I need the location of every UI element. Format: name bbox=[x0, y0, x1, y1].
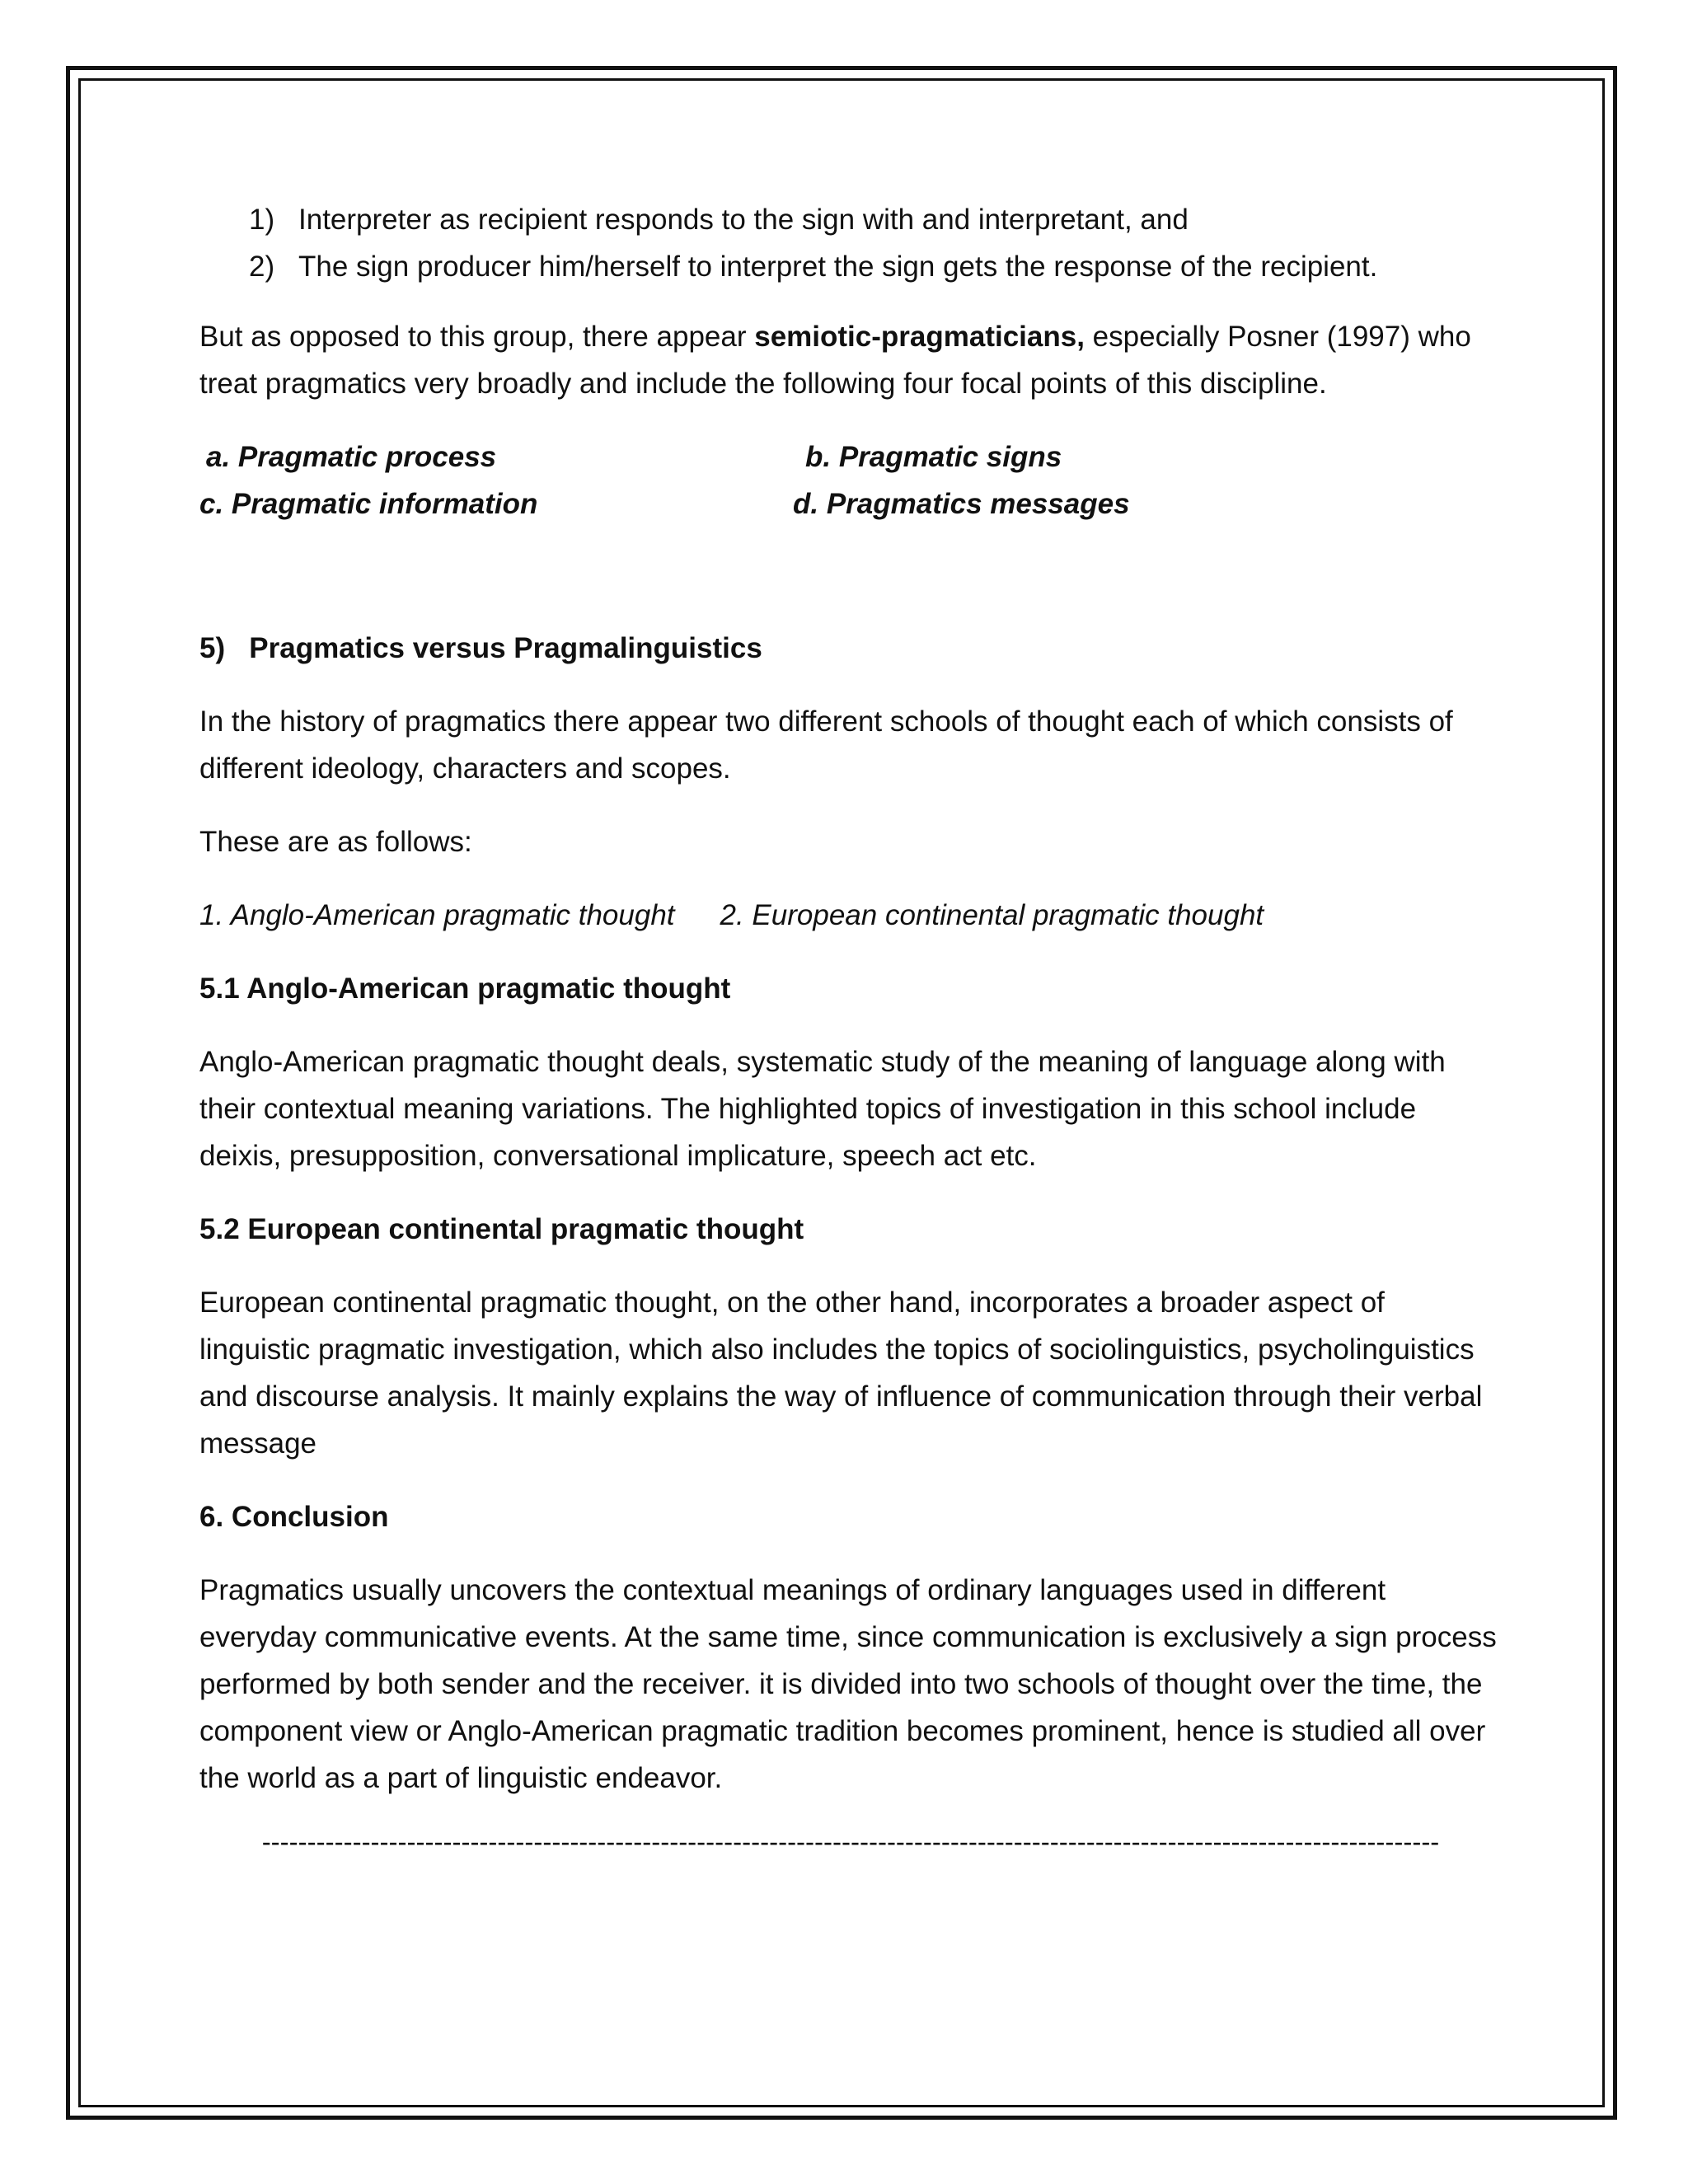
focal-point-c: c. Pragmatic information bbox=[199, 488, 538, 520]
section51-paragraph: Anglo-American pragmatic thought deals, systematic study of the meaning of language along with their contextual meaning variations. The highlighted topics of investigation in this school include deixis, presupposition, conversational implicature, speech act etc. bbox=[199, 1046, 1446, 1172]
numbered-list bbox=[199, 196, 1502, 290]
section-heading-5-1: 5.1 Anglo-American pragmatic thought bbox=[199, 972, 731, 1005]
list-text: Interpreter as recipient responds to the sign with and interpretant, and bbox=[298, 204, 1189, 236]
list-number: 2) bbox=[249, 251, 275, 283]
list-number: 1) bbox=[249, 204, 275, 236]
paragraph-semiotic bbox=[199, 313, 1502, 407]
section5-intro: These are as follows: bbox=[199, 826, 472, 858]
focal-point-b: b. Pragmatic signs bbox=[805, 441, 1062, 473]
focal-point-a: a. Pragmatic process bbox=[206, 441, 497, 473]
end-dashed-rule: ---------------------------------------------------------------------------------------------------------------------------------- bbox=[261, 1826, 1440, 1857]
bold-term: semiotic-pragmaticians, bbox=[754, 321, 1085, 353]
focal-point-d: d. Pragmatics messages bbox=[793, 488, 1130, 520]
section6-paragraph: Pragmatics usually uncovers the contextual meanings of ordinary languages used in different everyday communicative events. At the same time, since communication is exclusively a sign process performed by both sender and the receiver. it is divided into two schools of thought over the time, the component view or Anglo-American pragmatic tradition becomes prominent, hence is studied all over the world as a part of linguistic endeavor. bbox=[199, 1574, 1497, 1794]
section-heading-5-2: 5.2 European continental pragmatic thought bbox=[199, 1213, 804, 1245]
section-heading-6: 6. Conclusion bbox=[199, 1501, 389, 1533]
document-body bbox=[199, 196, 1502, 1865]
section52-paragraph: European continental pragmatic thought, on the other hand, incorporates a broader aspect of linguistic pragmatic investigation, which also includes the topics of sociolinguistics, psycholinguistics and discourse analysis. It mainly explains the way of influence of communication through their verbal message bbox=[199, 1286, 1483, 1460]
focal-points-grid bbox=[199, 434, 1502, 527]
section-heading-5: 5) Pragmatics versus Pragmalinguistics bbox=[199, 632, 762, 664]
school-1: 1. Anglo-American pragmatic thought bbox=[199, 899, 675, 931]
schools-row bbox=[199, 892, 1502, 939]
paragraph-text: especially Posner (1997) who treat pragmatics very broadly and include the following four focal points of this discipline. bbox=[199, 321, 1471, 400]
list-item bbox=[199, 243, 1502, 290]
school-2: 2. European continental pragmatic thought bbox=[720, 899, 1264, 931]
list-item bbox=[199, 196, 1502, 243]
list-text: The sign producer him/herself to interpret the sign gets the response of the recipient. bbox=[298, 251, 1378, 283]
section5-paragraph: In the history of pragmatics there appear two different schools of thought each of which consists of different ideology, characters and scopes. bbox=[199, 705, 1453, 785]
paragraph-text: But as opposed to this group, there appear bbox=[199, 321, 755, 353]
